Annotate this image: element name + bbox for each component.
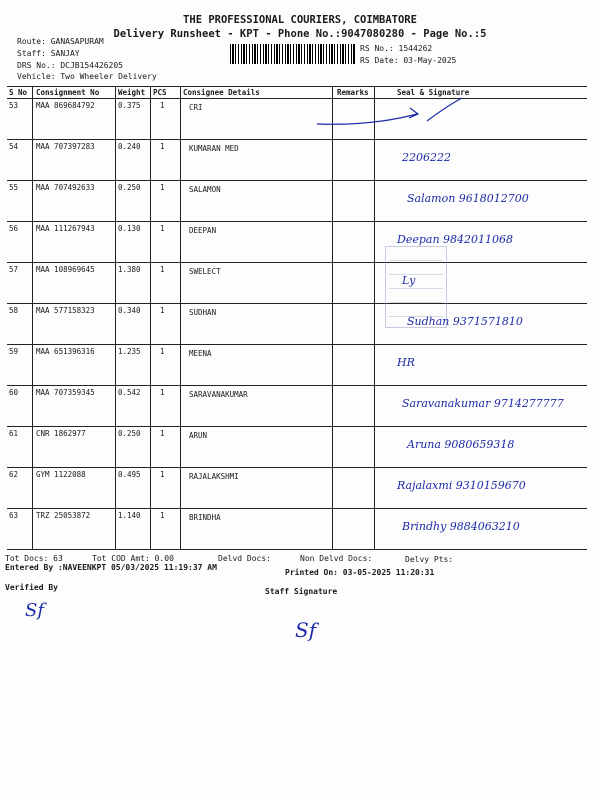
row-signature: Brindhy 9884063210 <box>402 520 520 533</box>
row-divider <box>7 139 587 140</box>
entered-by: Entered By :NAVEENKPT 05/03/2025 11:19:37 AM <box>5 563 217 572</box>
printed-on: Printed On: 03-05-2025 11:20:31 <box>285 568 435 577</box>
row-sno: 53 <box>9 101 19 110</box>
rs-date: RS Date: 03-May-2025 <box>360 56 457 65</box>
staff-label: Staff: SANJAY <box>17 49 80 58</box>
row-weight: 1.140 <box>118 511 141 520</box>
row-signature: Rajalaxmi 9310159670 <box>397 479 526 492</box>
row-consignment: MAA 707397283 <box>36 142 95 151</box>
row-weight: 0.240 <box>118 142 141 151</box>
row-sno: 56 <box>9 224 19 233</box>
row-signature: HR <box>397 356 415 369</box>
row-weight: 0.495 <box>118 470 141 479</box>
row-pcs: 1 <box>160 388 165 397</box>
row-consignment: MAA 577158323 <box>36 306 95 315</box>
verified-by-label: Verified By <box>5 583 58 592</box>
row-pcs: 1 <box>160 101 165 110</box>
row-consignment: MAA 651396316 <box>36 347 95 356</box>
row-sno: 57 <box>9 265 19 274</box>
row-signature: Deepan 9842011068 <box>397 233 514 246</box>
company-title: THE PROFESSIONAL COURIERS, COIMBATORE <box>183 14 417 26</box>
barcode <box>230 44 355 64</box>
delivered-docs: Delvd Docs: <box>218 554 271 563</box>
row-consignee: SWELECT <box>189 267 221 276</box>
row-consignee: DEEPAN <box>189 226 217 235</box>
row-divider <box>7 508 587 509</box>
row-sno: 58 <box>9 306 19 315</box>
row-signature: 2206222 <box>402 151 451 164</box>
row-pcs: 1 <box>160 142 165 151</box>
row-weight: 1.380 <box>118 265 141 274</box>
row-consignee: KUMARAN MED <box>189 144 239 153</box>
row-weight: 0.130 <box>118 224 141 233</box>
arrow-scribble <box>312 96 472 136</box>
row-divider <box>7 262 587 263</box>
row-consignment: MAA 111267943 <box>36 224 95 233</box>
row-consignee: BRINDHA <box>189 513 221 522</box>
row-sno: 62 <box>9 470 19 479</box>
row-consignment: MAA 869684792 <box>36 101 95 110</box>
row-sno: 60 <box>9 388 19 397</box>
row-consignment: MAA 707359345 <box>36 388 95 397</box>
staff-signature-label: Staff Signature <box>265 587 338 596</box>
row-pcs: 1 <box>160 265 165 274</box>
row-weight: 0.340 <box>118 306 141 315</box>
row-divider <box>7 344 587 345</box>
row-consignee: MEENA <box>189 349 212 358</box>
row-pcs: 1 <box>160 183 165 192</box>
row-divider <box>7 549 587 550</box>
row-signature: Aruna 9080659318 <box>407 438 515 451</box>
verified-initials: Sf <box>25 600 44 621</box>
col-signature: Seal & Signature <box>397 88 470 97</box>
row-sno: 63 <box>9 511 19 520</box>
row-consignee: SUDHAN <box>189 308 217 317</box>
row-signature: Saravanakumar 9714277777 <box>402 397 564 410</box>
row-divider <box>7 221 587 222</box>
row-weight: 1.235 <box>118 347 141 356</box>
col-weight: Weight <box>118 88 146 97</box>
row-divider <box>7 467 587 468</box>
row-divider <box>7 303 587 304</box>
row-divider <box>7 385 587 386</box>
row-consignee: SARAVANAKUMAR <box>189 390 248 399</box>
row-consignment: GYM 1122088 <box>36 470 86 479</box>
row-consignment: CNR 1862977 <box>36 429 86 438</box>
row-consignee: RAJALAKSHMI <box>189 472 239 481</box>
delivery-points: Delvy Pts: <box>405 555 454 564</box>
runsheet-table <box>7 86 587 550</box>
col-consignment: Consignment No <box>36 88 100 97</box>
row-pcs: 1 <box>160 347 165 356</box>
row-weight: 0.375 <box>118 101 141 110</box>
row-signature: Ly <box>402 274 416 287</box>
row-pcs: 1 <box>160 306 165 315</box>
row-sno: 55 <box>9 183 19 192</box>
row-consignee: CRI <box>189 103 203 112</box>
total-cod: Tot COD Amt: 0.00 <box>92 554 174 563</box>
col-consignee: Consignee Details <box>183 88 260 97</box>
row-consignment: MAA 707492633 <box>36 183 95 192</box>
row-consignee: SALAMON <box>189 185 221 194</box>
row-pcs: 1 <box>160 511 165 520</box>
col-sno: S No <box>9 88 28 97</box>
row-sno: 54 <box>9 142 19 151</box>
row-pcs: 1 <box>160 429 165 438</box>
row-pcs: 1 <box>160 224 165 233</box>
row-weight: 0.250 <box>118 183 141 192</box>
non-delivered-docs: Non Delvd Docs: <box>300 554 373 563</box>
row-sno: 59 <box>9 347 19 356</box>
row-weight: 0.542 <box>118 388 141 397</box>
col-pcs: PCS <box>153 88 167 97</box>
row-signature: Sudhan 9371571810 <box>407 315 523 328</box>
drs-number: DRS No.: DCJB154426205 <box>17 61 123 70</box>
row-divider <box>7 180 587 181</box>
col-remarks: Remarks <box>337 88 369 97</box>
staff-initials: Sf <box>295 618 317 642</box>
row-consignee: ARUN <box>189 431 208 440</box>
row-weight: 0.250 <box>118 429 141 438</box>
row-sno: 61 <box>9 429 19 438</box>
total-docs: Tot Docs: 63 <box>5 554 63 563</box>
runsheet-subtitle: Delivery Runsheet - KPT - Phone No.:9047080280 - Page No.:5 <box>113 28 487 40</box>
row-consignment: TRZ 25053872 <box>36 511 91 520</box>
row-consignment: MAA 108969645 <box>36 265 95 274</box>
stamp-seal <box>385 246 447 328</box>
row-pcs: 1 <box>160 470 165 479</box>
vehicle-label: Vehicle: Two Wheeler Delivery <box>17 72 157 81</box>
rs-number: RS No.: 1544262 <box>360 44 433 53</box>
row-divider <box>7 426 587 427</box>
route-label: Route: GANASAPURAM <box>17 37 104 46</box>
row-signature: Salamon 9618012700 <box>407 192 529 205</box>
